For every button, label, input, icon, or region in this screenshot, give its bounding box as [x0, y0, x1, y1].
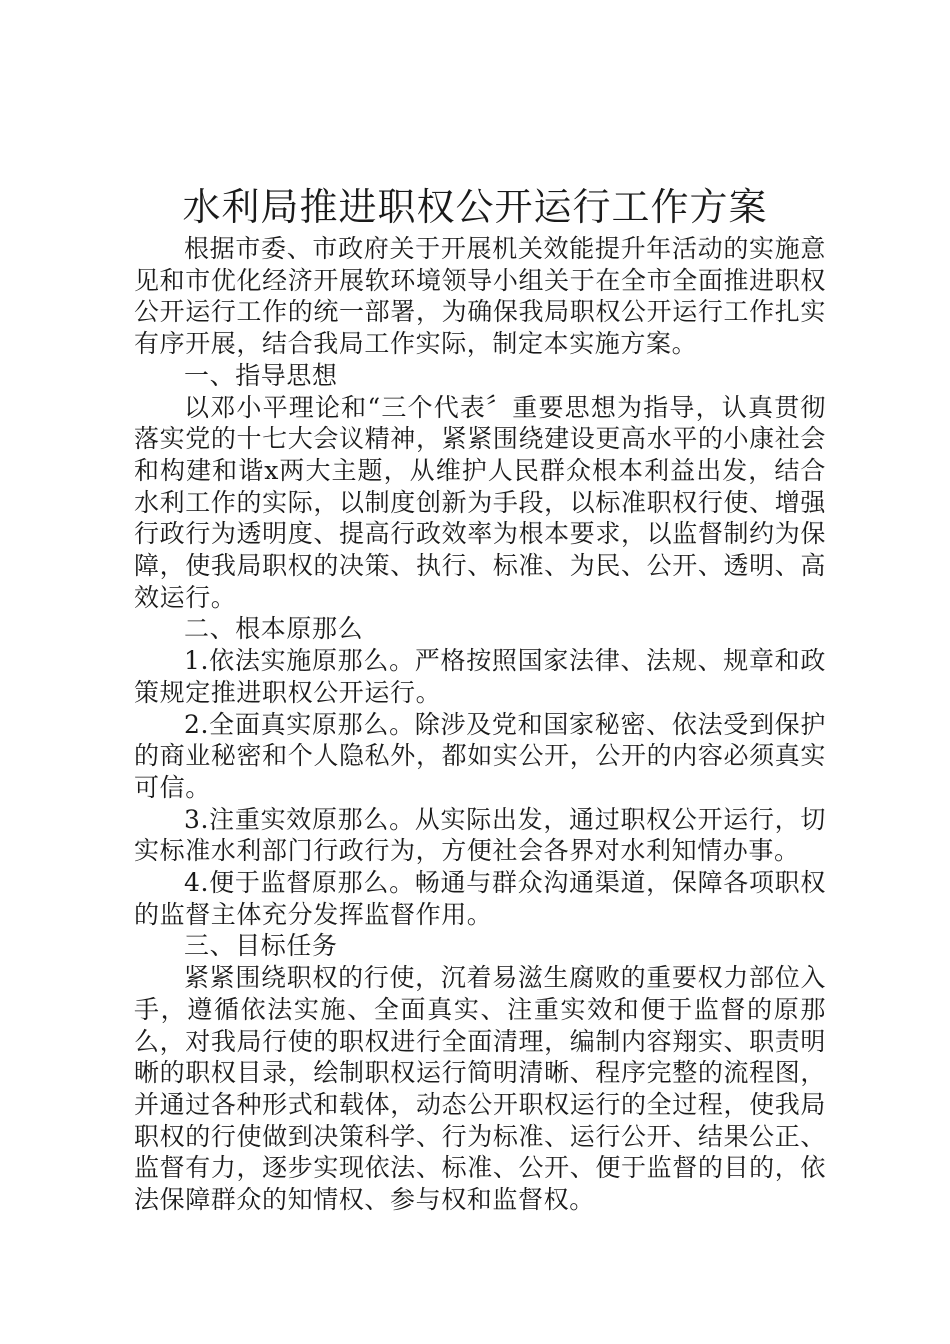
guiding-ideology-paragraph: 以邓小平理论和“三个代表〞重要思想为指导，认真贯彻落实党的十七大会议精神，紧紧围绕建设更高水平的小康社会和构建和谐x两大主题，从维护人民群众根本利益出发，结合水利工作的实际，以制度创新为手段，以标准职权行使、增强行政行为透明度、提高行政效率为根本要求，以监督制约为保障，使我局职权的决策、执行、标准、为民、公开、透明、高效运行。	[134, 392, 826, 612]
principle-item-3: 3.注重实效原那么。从实际出发，通过职权公开运行，切实标准水利部门行政行为，方便社会各界对水利知情办事。	[134, 804, 826, 866]
objectives-paragraph: 紧紧围绕职权的行使，沉着易滋生腐败的重要权力部位入手，遵循依法实施、全面真实、注重实效和便于监督的原那么，对我局行使的职权进行全面清理，编制内容翔实、职责明晰的职权目录，绘制职权运行简明清晰、程序完整的流程图，并通过各种形式和载体，动态公开职权运行的全过程，使我局职权的行使做到决策科学、行为标准、运行公开、结果公正、监督有力，逐步实现依法、标准、公开、便于监督的目的，依法保障群众的知情权、参与权和监督权。	[134, 963, 826, 1215]
document-title: 水利局推进职权公开运行工作方案	[182, 185, 768, 229]
document-body	[134, 233, 826, 1216]
principle-item-2: 2.全面真实原那么。除涉及党和国家秘密、依法受到保护的商业秘密和个人隐私外，都如实公开，公开的内容必须真实可信。	[134, 709, 826, 802]
principle-item-4: 4.便于监督原那么。畅通与群众沟通渠道，保障各项职权的监督主体充分发挥监督作用。	[134, 868, 826, 929]
principle-item-1: 1.依法实施原那么。严格按照国家法律、法规、规章和政策规定推进职权公开运行。	[134, 646, 826, 707]
section-heading-guiding-ideology: 一、指导思想	[184, 360, 338, 390]
intro-paragraph: 根据市委、市政府关于开展机关效能提升年活动的实施意见和市优化经济开展软环境领导小组关于在全市全面推进职权公开运行工作的统一部署，为确保我局职权公开运行工作扎实有序开展，结合我局工作实际，制定本实施方案。	[134, 234, 826, 359]
section-heading-basic-principles: 二、根本原那么	[184, 614, 364, 644]
section-heading-objectives: 三、目标任务	[184, 931, 338, 961]
